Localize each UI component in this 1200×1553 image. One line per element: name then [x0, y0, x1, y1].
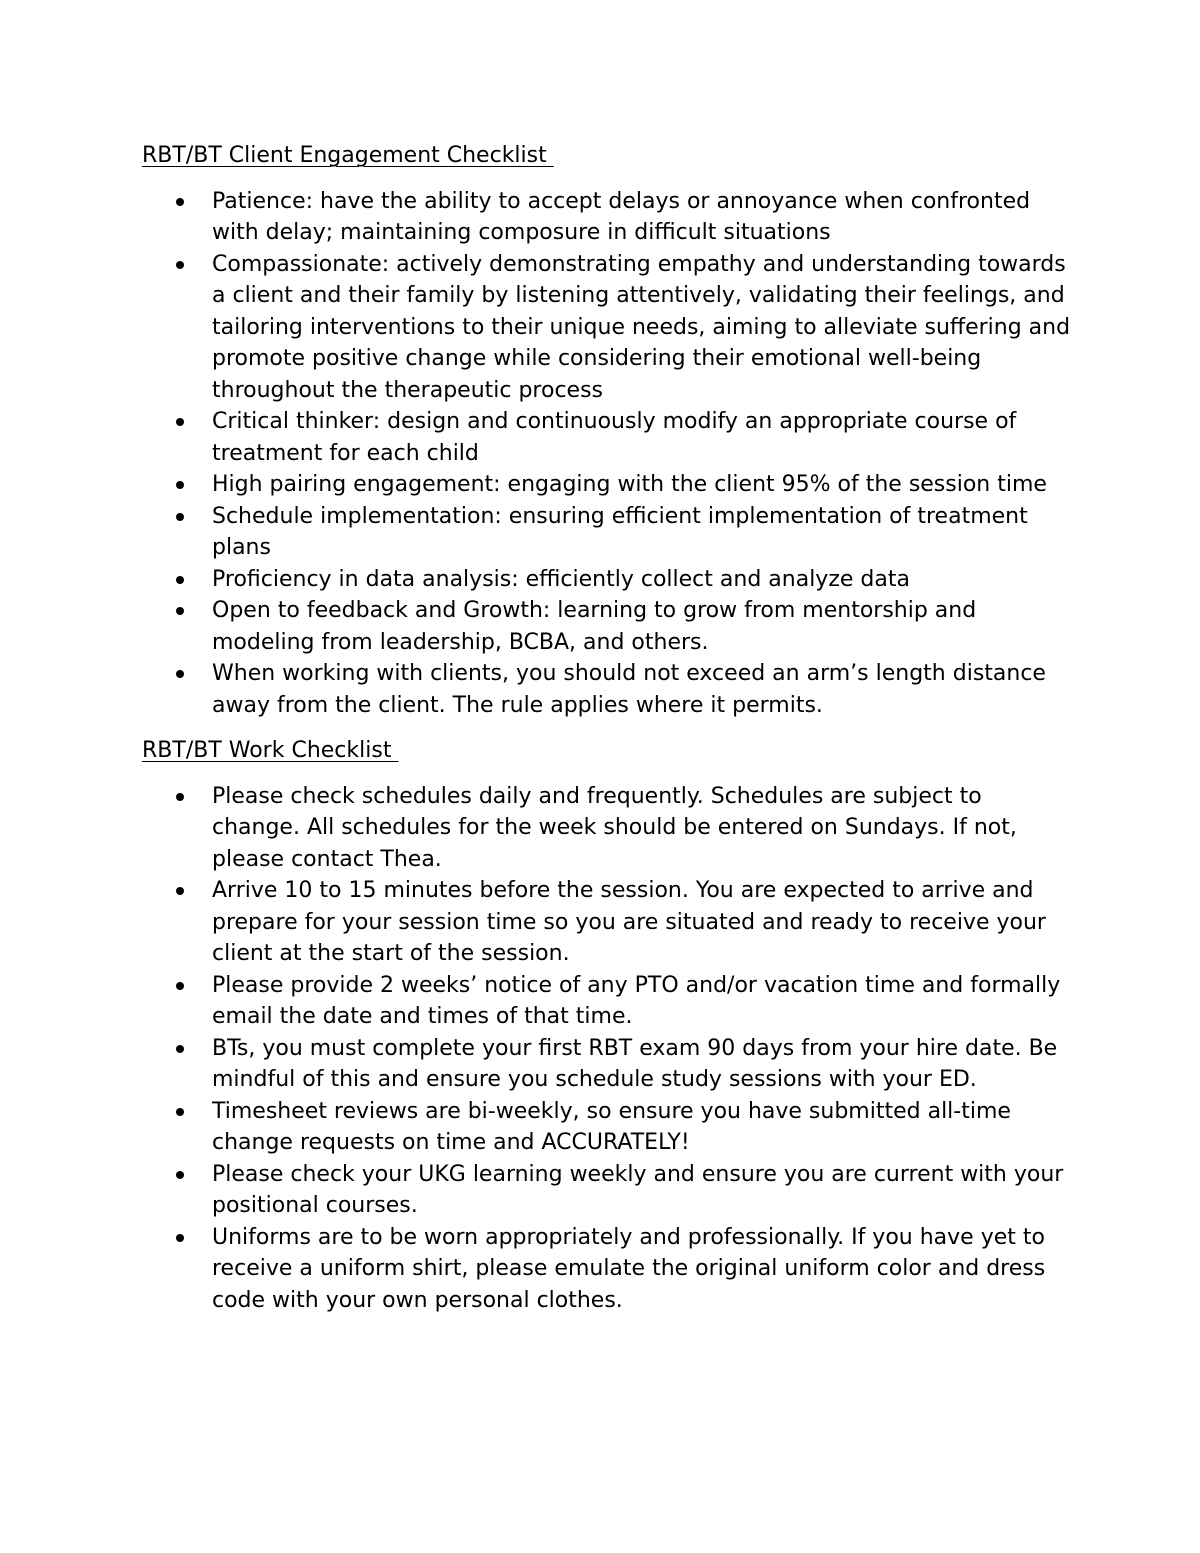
- bullet-icon: [176, 576, 184, 584]
- checklist-item: [142, 595, 1072, 658]
- bullet-icon: [176, 418, 184, 426]
- checklist-item: [142, 186, 1072, 249]
- checklist-item-text: Schedule implementation: ensuring efficient implementation of treatment plans: [212, 503, 1028, 560]
- checklist-item-text: BTs, you must complete your first RBT exam 90 days from your hire date. Be mindful of this and ensure you schedule study sessions with your ED.: [212, 1035, 1058, 1092]
- bullet-icon: [176, 607, 184, 615]
- checklist-item: [142, 406, 1072, 469]
- checklist-item-text: High pairing engagement: engaging with the client 95% of the session time: [212, 472, 1047, 497]
- checklist-item: [142, 469, 1072, 501]
- bullet-icon: [176, 982, 184, 990]
- bullet-icon: [176, 670, 184, 678]
- bullet-icon: [176, 513, 184, 521]
- checklist-item: [142, 1033, 1072, 1096]
- checklist-item-text: Critical thinker: design and continuously modify an appropriate course of treatment for each child: [212, 409, 1017, 466]
- checklist-item: [142, 1159, 1072, 1222]
- checklist-item: [142, 658, 1072, 721]
- checklist-item: [142, 875, 1072, 970]
- checklist-item-text: Open to feedback and Growth: learning to grow from mentorship and modeling from leadership, BCBA, and others.: [212, 598, 977, 655]
- checklist-item: [142, 501, 1072, 564]
- document-body: [142, 140, 1072, 1316]
- bullet-icon: [176, 1108, 184, 1116]
- bullet-icon: [176, 793, 184, 801]
- checklist-item-text: Arrive 10 to 15 minutes before the session. You are expected to arrive and prepare for your session time so you are situated and ready to receive your client at the start of the session.: [212, 878, 1046, 966]
- checklist-item-text: When working with clients, you should not exceed an arm’s length distance away from the client. The rule applies where it permits.: [212, 661, 1046, 718]
- checklist-item-text: Please check your UKG learning weekly and ensure you are current with your positional courses.: [212, 1161, 1064, 1218]
- checklist-item-text: Proficiency in data analysis: efficiently collect and analyze data: [212, 566, 910, 592]
- bullet-icon: [176, 1045, 184, 1053]
- bullet-icon: [176, 198, 184, 206]
- section-heading-work: RBT/BT Work Checklist: [142, 738, 399, 763]
- checklist-item-text: Uniforms are to be worn appropriately and professionally. If you have yet to receive a uniform shirt, please emulate the original uniform color and dress code with your own personal clothes.: [212, 1224, 1046, 1313]
- bullet-icon: [176, 887, 184, 895]
- checklist-item: [142, 970, 1072, 1033]
- bullet-icon: [176, 261, 184, 269]
- bullet-icon: [176, 481, 184, 489]
- work-checklist: [142, 781, 1072, 1317]
- client-engagement-checklist: [142, 186, 1072, 722]
- checklist-item: [142, 564, 1072, 596]
- checklist-item: [142, 1222, 1072, 1317]
- bullet-icon: [176, 1171, 184, 1179]
- checklist-item: [142, 249, 1072, 407]
- checklist-item-text: Please check schedules daily and frequently. Schedules are subject to change. All schedules for the week should be entered on Sundays. If not, please contact Thea.: [212, 783, 1017, 872]
- checklist-item-text: Timesheet reviews are bi-weekly, so ensure you have submitted all-time change requests on time and ACCURATELY!: [212, 1098, 1011, 1155]
- checklist-item-text: Patience: have the ability to accept delays or annoyance when confronted with delay; maintaining composure in difficult situations: [212, 188, 1031, 245]
- checklist-item-text: Compassionate: actively demonstrating empathy and understanding towards a client and their family by listening attentively, validating their feelings, and tailoring interventions to their unique needs, aiming to alleviate suffering and promote positive change while considering their emotional well-being throughout the therapeutic process: [212, 251, 1071, 403]
- checklist-item: [142, 1096, 1072, 1159]
- section-heading-client-engagement: RBT/BT Client Engagement Checklist: [142, 143, 554, 168]
- bullet-icon: [176, 1234, 184, 1242]
- checklist-item: [142, 781, 1072, 876]
- checklist-item-text: Please provide 2 weeks’ notice of any PTO and/or vacation time and formally email the date and times of that time.: [212, 972, 1061, 1029]
